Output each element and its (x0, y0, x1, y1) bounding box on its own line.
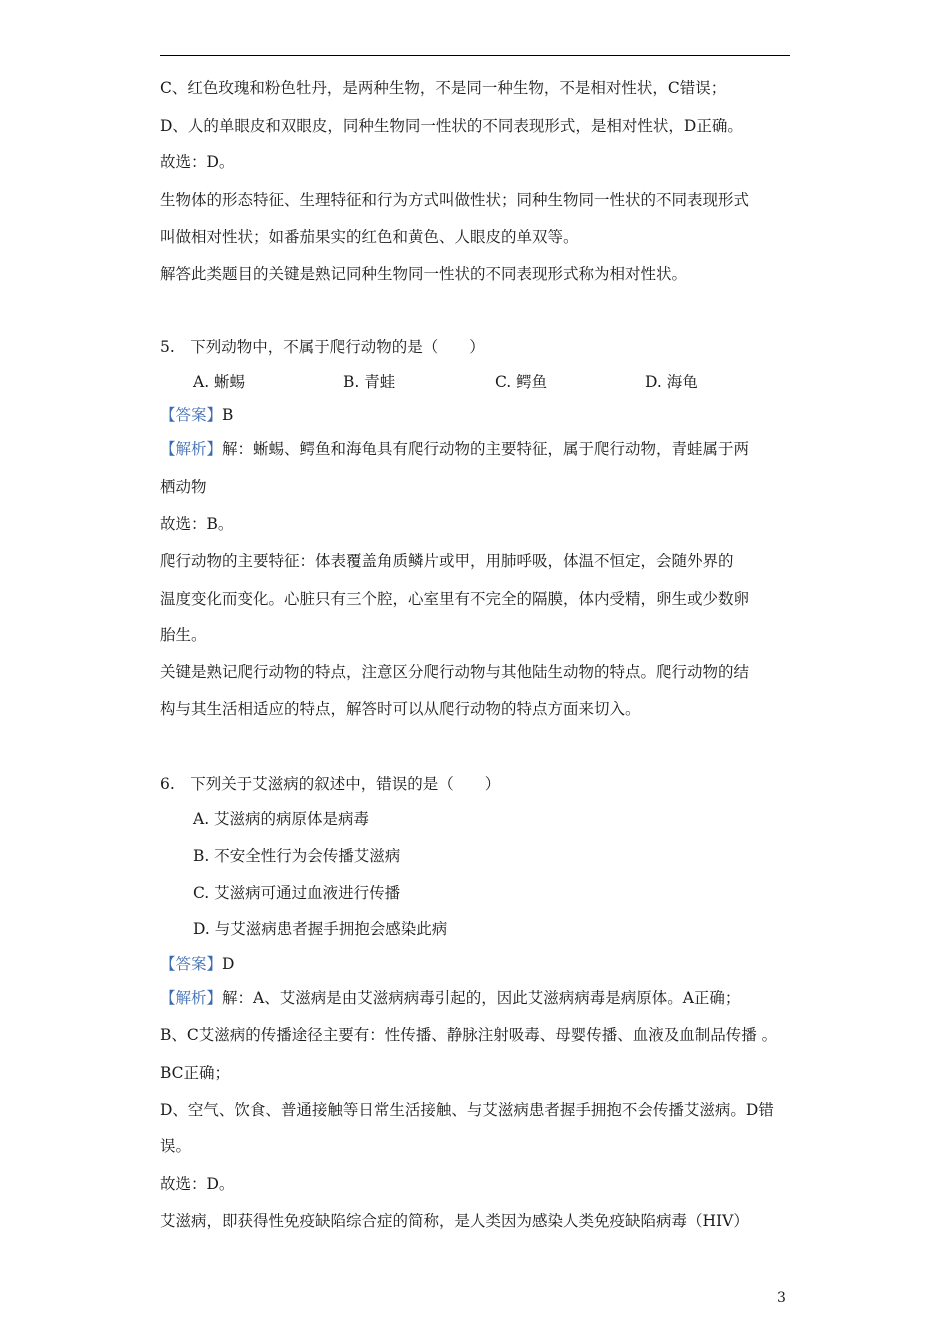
text-line: 温度变化而变化。心脏只有三个腔，心室里有不完全的隔膜，体内受精，卵生或少数卵 (160, 590, 750, 608)
header-rule (160, 55, 790, 56)
option-c: C. 艾滋病可通过血液进行传播 (193, 884, 401, 902)
question-6-analysis (160, 988, 740, 1008)
text-line: 故选：D。 (160, 153, 235, 171)
question-5-analysis (160, 439, 749, 459)
text-line: 构与其生活相适应的特点，解答时可以从爬行动物的特点方面来切入。 (160, 700, 641, 718)
text-line: 艾滋病，即获得性免疫缺陷综合症的简称，是人类因为感染人类免疫缺陷病毒（HIV） (160, 1212, 749, 1230)
question-6-stem: 6. 下列关于艾滋病的叙述中，错误的是（ ） (160, 775, 501, 793)
question-5-stem: 5. 下列动物中，不属于爬行动物的是（ ） (160, 338, 485, 356)
option-b: B. 不安全性行为会传播艾滋病 (193, 847, 401, 865)
text-line: D、人的单眼皮和双眼皮，同种生物同一性状的不同表现形式，是相对性状，D正确。 (160, 117, 743, 135)
text-line: 栖动物 (160, 478, 207, 496)
text-line: 爬行动物的主要特征：体表覆盖角质鳞片或甲，用肺呼吸，体温不恒定，会随外界的 (160, 552, 734, 570)
text-line: 故选：D。 (160, 1175, 235, 1193)
page-number: 3 (777, 1290, 786, 1306)
question-6-answer (160, 954, 234, 974)
option-a: A. 蜥蜴 (193, 373, 246, 391)
option-a: A. 艾滋病的病原体是病毒 (193, 810, 370, 828)
option-d: D. 与艾滋病患者握手拥抱会感染此病 (193, 920, 448, 938)
option-c: C. 鳄鱼 (495, 373, 548, 391)
text-line: 叫做相对性状；如番茄果实的红色和黄色、人眼皮的单双等。 (160, 228, 579, 246)
option-b: B. 青蛙 (343, 373, 396, 391)
text-line: BC正确； (160, 1064, 231, 1082)
option-d: D. 海龟 (645, 373, 698, 391)
analysis-tag: 【解析】 (160, 440, 223, 458)
text-line: 生物体的形态特征、生理特征和行为方式叫做性状；同种生物同一性状的不同表现形式 (160, 191, 750, 209)
text-line: C、红色玫瑰和粉色牡丹，是两种生物，不是同一种生物，不是相对性状，C错误； (160, 79, 727, 97)
question-5-answer (160, 405, 233, 425)
text-line: 误。 (160, 1137, 192, 1155)
text-line: D、空气、饮食、普通接触等日常生活接触、与艾滋病患者握手拥抱不会传播艾滋病。D错 (160, 1101, 774, 1119)
text-line: 故选：B。 (160, 515, 234, 533)
text-line: 胎生。 (160, 626, 207, 644)
text-line: 关键是熟记爬行动物的特点，注意区分爬行动物与其他陆生动物的特点。爬行动物的结 (160, 663, 750, 681)
answer-tag: 【答案】 (160, 955, 223, 973)
analysis-tag: 【解析】 (160, 989, 223, 1007)
analysis-text: 解：蜥蜴、鳄鱼和海龟具有爬行动物的主要特征，属于爬行动物，青蛙属于两 (222, 440, 750, 458)
text-line: 解答此类题目的关键是熟记同种生物同一性状的不同表现形式称为相对性状。 (160, 265, 688, 283)
answer-value: D (222, 955, 235, 973)
analysis-text: 解：A、艾滋病是由艾滋病病毒引起的，因此艾滋病病毒是病原体。A正确； (222, 989, 741, 1007)
answer-value: B (222, 406, 234, 424)
text-line: B、C艾滋病的传播途径主要有：性传播、静脉注射吸毒、母婴传播、血液及血制品传播 。 (160, 1026, 778, 1044)
answer-tag: 【答案】 (160, 406, 223, 424)
